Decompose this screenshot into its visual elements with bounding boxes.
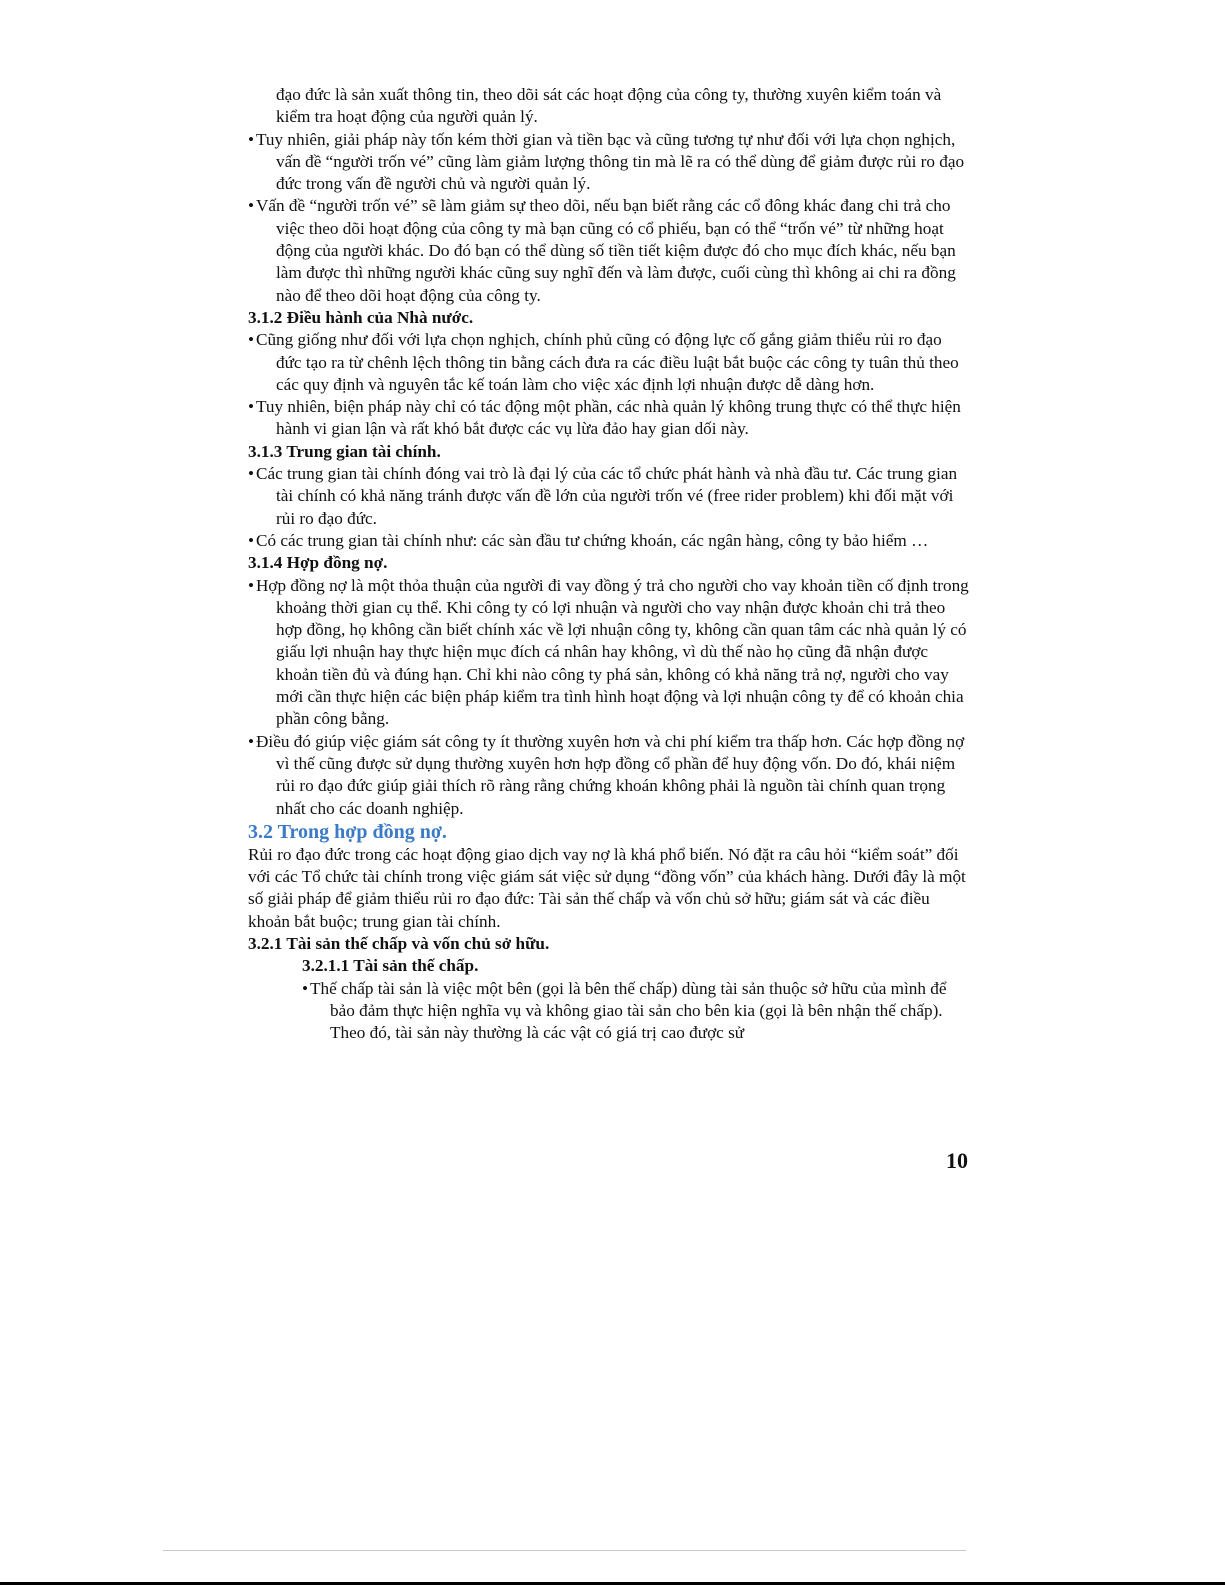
bullet-item (248, 530, 970, 552)
bullet-item (248, 195, 970, 306)
bullet-text: Vấn đề “người trốn vé” sẽ làm giảm sự theo dõi, nếu bạn biết rằng các cổ đông khác đang chi trả cho việc theo dõi hoạt động của công ty mà bạn cũng có cổ phiếu, bạn có thể “trốn vé” từ những hoạt động của người khác. Do đó bạn có thể dùng số tiền tiết kiệm được đó cho mục đích khác, nếu bạn làm được thì những người khác cũng suy nghĩ đến và làm được, cuối cùng thì không ai chi ra đồng nào để theo dõi hoạt động của công ty. (256, 196, 956, 305)
bullet-icon: • (248, 530, 255, 550)
heading-3-2: 3.2 Trong hợp đồng nợ. (248, 820, 447, 843)
bullet-item (248, 129, 970, 196)
heading-3-1-3: 3.1.3 Trung gian tài chính. (248, 441, 441, 461)
bullet-icon: • (248, 330, 255, 350)
page-separator-line (163, 1550, 966, 1551)
bullet-icon: • (302, 978, 309, 998)
bullet-text: Cũng giống như đối với lựa chọn nghịch, chính phủ cũng có động lực cố gắng giảm thiểu rủi ro đạo đức tạo ra từ chênh lệch thông tin bằng cách đưa ra các điều luật bắt buộc các công ty tuân thủ theo các quy định và nguyên tắc kế toán làm cho việc xác định lợi nhuận được dễ dàng hơn. (256, 330, 959, 394)
bullet-text: Hợp đồng nợ là một thỏa thuận của người đi vay đồng ý trả cho người cho vay khoản tiền cố định trong khoảng thời gian cụ thể. Khi công ty có lợi nhuận và người cho vay nhận được khoản chi trả theo hợp đồng, họ không cần biết chính xác về lợi nhuận công ty, không cần quan tâm các nhà quản lý có giấu lợi nhuận hay thực hiện mục đích cá nhân hay không, vì dù thế nào họ cũng đã nhận được khoản tiền đủ và đúng hạn. Chỉ khi nào công ty phá sản, không có khả năng trả nợ, người cho vay mới cần thực hiện các biện pháp kiểm tra tình hình hoạt động và lợi nhuận công ty để có khoản chia phần công bằng. (256, 575, 969, 729)
bullet-text: Tuy nhiên, giải pháp này tốn kém thời gian và tiền bạc và cũng tương tự như đối với lựa chọn nghịch, vấn đề “người trốn vé” cũng làm giảm lượng thông tin mà lẽ ra có thể dùng để giảm được rủi ro đạo đức trong vấn đề người chủ và người quản lý. (256, 129, 965, 194)
heading-3-2-1-1: 3.2.1.1 Tài sản thế chấp. (302, 956, 479, 976)
paragraph-continuation: đạo đức là sản xuất thông tin, theo dõi sát các hoạt động của công ty, thường xuyên kiểm toán và kiểm tra hoạt động của người quản lý. (276, 85, 942, 127)
bullet-item (248, 396, 970, 441)
bullet-item (248, 575, 970, 731)
bullet-icon: • (248, 196, 255, 216)
bullet-icon: • (248, 731, 255, 751)
heading-3-1-4: 3.1.4 Hợp đồng nợ. (248, 553, 388, 573)
page-body (248, 84, 970, 1044)
bullet-text: Các trung gian tài chính đóng vai trò là đại lý của các tổ chức phát hành và nhà đầu tư. Các trung gian tài chính có khả năng tránh được vấn đề lớn của người trốn vé (free rider problem) khi đối mặt với rủi ro đạo đức. (256, 464, 958, 528)
body-paragraph: Rủi ro đạo đức trong các hoạt động giao dịch vay nợ là khá phổ biến. Nó đặt ra câu hỏi “kiểm soát” đối với các Tổ chức tài chính trong việc giám sát việc sử dụng “đồng vốn” của khách hàng. Dưới đây là một số giải pháp để giảm thiểu rủi ro đạo đức: Tài sản thế chấp và vốn chủ sở hữu; giám sát và các điều khoản bắt buộc; trung gian tài chính. (248, 844, 966, 931)
bullet-icon: • (248, 464, 255, 484)
heading-3-1-2: 3.1.2 Điều hành của Nhà nước. (248, 307, 474, 327)
bullet-text: Thế chấp tài sản là việc một bên (gọi là bên thế chấp) dùng tài sản thuộc sở hữu của mình để bảo đảm thực hiện nghĩa vụ và không giao tài sản cho bên kia (gọi là bên nhận thế chấp). Theo đó, tài sản này thường là các vật có giá trị cao được sử (310, 978, 947, 1043)
bullet-item (248, 463, 970, 530)
bullet-icon: • (248, 575, 255, 595)
bullet-item (248, 731, 970, 820)
heading-3-2-1: 3.2.1 Tài sản thế chấp và vốn chủ sở hữu. (248, 933, 550, 953)
nested-list (302, 978, 970, 1045)
bullet-item (248, 329, 970, 396)
page-number: 10 (946, 1148, 968, 1173)
bullet-text: Điều đó giúp việc giám sát công ty ít thường xuyên hơn và chi phí kiểm tra thấp hơn. Các hợp đồng nợ vì thế cũng được sử dụng thường xuyên hơn hợp đồng cổ phần để huy động vốn. Do đó, khái niệm rủi ro đạo đức giúp giải thích rõ ràng rằng chứng khoán không phải là nguồn tài chính quan trọng nhất cho các doanh nghiệp. (256, 731, 965, 818)
bullet-text: Tuy nhiên, biện pháp này chỉ có tác động một phần, các nhà quản lý không trung thực có thể thực hiện hành vi gian lận và rất khó bắt được các vụ lừa đảo hay gian dối này. (256, 397, 961, 439)
bullet-text: Có các trung gian tài chính như: các sàn đầu tư chứng khoán, các ngân hàng, công ty bảo hiểm … (256, 530, 929, 550)
bullet-icon: • (248, 129, 255, 149)
bullet-item (302, 978, 970, 1045)
bullet-icon: • (248, 397, 255, 417)
